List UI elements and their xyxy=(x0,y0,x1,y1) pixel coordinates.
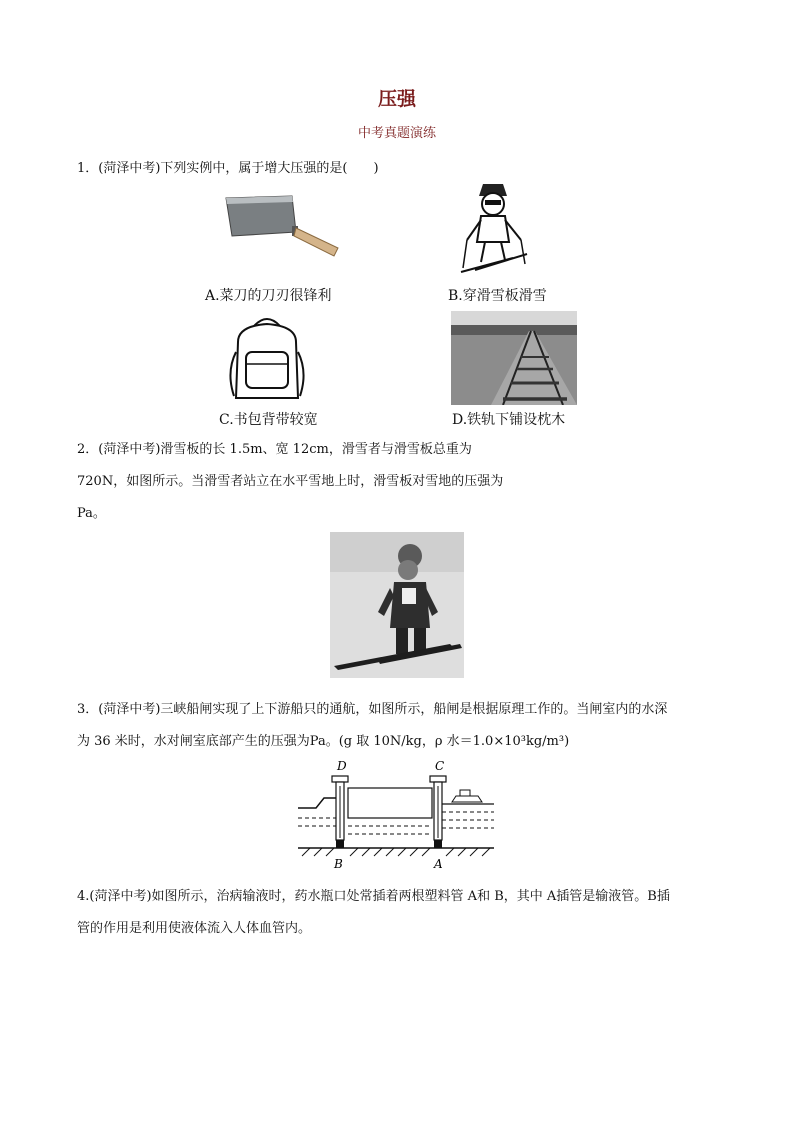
cleaver-image xyxy=(222,192,342,262)
question-3-line-2: 为 36 米时，水对闸室底部产生的压强为Pa。(g 取 10N/kg，ρ 水＝1.0×10³kg/m³) xyxy=(77,734,570,749)
question-2-line-3: Pa。 xyxy=(77,506,106,521)
label-a: A xyxy=(434,857,443,870)
child-skier-photo xyxy=(330,532,464,678)
option-c-label: C.书包背带较宽 xyxy=(219,412,318,428)
backpack-image xyxy=(224,312,310,404)
railway-track-image xyxy=(451,311,577,405)
question-4-line-2: 管的作用是利用使液体流入人体血管内。 xyxy=(77,921,312,936)
question-1-text: 1．(菏泽中考)下列实例中，属于增大压强的是( ) xyxy=(77,161,379,176)
question-2-line-1: 2．(菏泽中考)滑雪板的长 1.5m、宽 12cm，滑雪者与滑雪板总重为 xyxy=(77,442,472,457)
label-c: C xyxy=(435,759,445,773)
option-a-label: A.菜刀的刀刃很锋利 xyxy=(205,288,332,304)
question-4-line-1: 4.(菏泽中考)如图所示，治病输液时，药水瓶口处常插着两根塑料管 A和 B，其中 A插管是输液管。B插 xyxy=(77,889,670,904)
question-3-line-1: 3．(菏泽中考)三峡船闸实现了上下游船只的通航，如图所示，船闸是根据原理工作的。当闸室内的水深 xyxy=(77,702,668,717)
section-subtitle: 中考真题演练 xyxy=(357,126,436,141)
option-d-label: D.铁轨下铺设枕木 xyxy=(452,412,566,428)
option-b-label: B.穿滑雪板滑雪 xyxy=(448,288,547,304)
page-title: 压强 xyxy=(377,88,416,110)
ship-lock-diagram xyxy=(296,756,496,870)
skier-cartoon-image xyxy=(455,180,531,276)
label-d: D xyxy=(337,759,347,773)
label-b: B xyxy=(334,857,343,870)
question-2-line-2: 720N，如图所示。当滑雪者站立在水平雪地上时，滑雪板对雪地的压强为 xyxy=(77,474,504,489)
